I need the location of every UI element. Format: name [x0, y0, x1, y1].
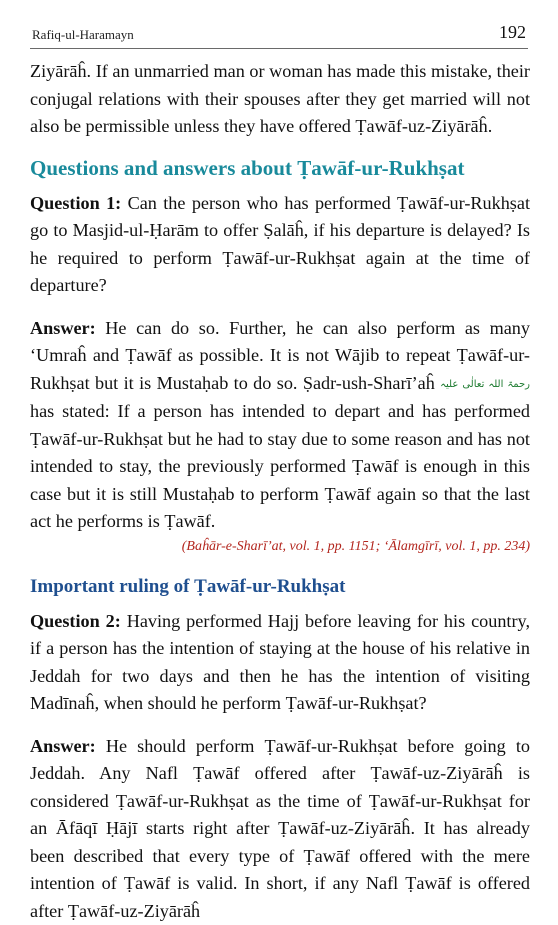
answer-1-text-part2: has stated: If a person has intended to depart and has performed Ṭawāf-ur-Rukhṣat but he had to stay due to some reason and has not intended to stay, the previously performed Ṭawāf is enough in this case but it is still Mustaḥab to perform Ṭawāf again so that the last act he performs is Ṭawāf.	[30, 401, 530, 531]
answer-2-text: He should perform Ṭawāf-ur-Rukhṣat before going to Jeddah. Any Nafl Ṭawāf offered after Ṭawāf-uz-Ziyārāĥ is considered Ṭawāf-ur-Rukhṣat as the time of Ṭawāf-ur-Rukhṣat for an Āfāqī Ḥājī starts right after Ṭawāf-uz-Ziyārāĥ. It has already been described that every type of Ṭawāf offered with the mere intention of Ṭawāf is valid. In short, if any Nafl Ṭawāf is offered after Ṭawāf-uz-Ziyārāĥ	[30, 736, 530, 921]
page-number: 192	[499, 22, 526, 43]
reference-citation: (Baĥār-e-Sharī’at, vol. 1, pp. 1151; ‘Ālamgīrī, vol. 1, pp. 234)	[30, 536, 530, 558]
book-title: Rafiq-ul-Haramayn	[32, 27, 134, 43]
answer-1-label: Answer:	[30, 318, 96, 338]
answer-2	[30, 733, 530, 925]
question-2	[30, 608, 530, 718]
question-2-text: Having performed Hajj before leaving for his country, if a person has the intention of staying at the house of his relative in Jeddah for two days and then he has the intention of visiting Madīnaĥ, when should he perform Ṭawāf-ur-Rukhṣat?	[30, 611, 530, 714]
question-2-label: Question 2:	[30, 611, 121, 631]
intro-paragraph: Ziyārāĥ. If an unmarried man or woman has made this mistake, their conjugal relations with their spouses after they get married will not also be permissible unless they have offered Ṭawāf-uz-Ziyārāĥ.	[30, 58, 530, 141]
honorific-arabic: رحمۃ اللہ تعالٰی علیہ	[440, 379, 530, 390]
question-1	[30, 190, 530, 300]
answer-1-text-part1: He can do so. Further, he can also perform as many ‘Umraĥ and Ṭawāf as possible. It is not Wājib to repeat Ṭawāf-ur-Rukhṣat but it is Mustaḥab to do so. Ṣadr-ush-Sharī’aĥ	[30, 318, 530, 393]
page-body	[30, 58, 530, 925]
answer-2-label: Answer:	[30, 736, 96, 756]
answer-1	[30, 315, 530, 536]
section-heading-ruling: Important ruling of Ṭawāf-ur-Rukhṣat	[30, 573, 530, 600]
section-heading-questions: Questions and answers about Ṭawāf-ur-Rukhṣat	[30, 154, 530, 182]
question-1-label: Question 1:	[30, 193, 121, 213]
question-1-text: Can the person who has performed Ṭawāf-ur-Rukhṣat go to Masjid-ul-Ḥarām to offer Ṣalāĥ, if his departure is delayed? Is he required to perform Ṭawāf-ur-Rukhṣat again at the time of departure?	[30, 193, 530, 296]
running-header	[30, 18, 528, 49]
